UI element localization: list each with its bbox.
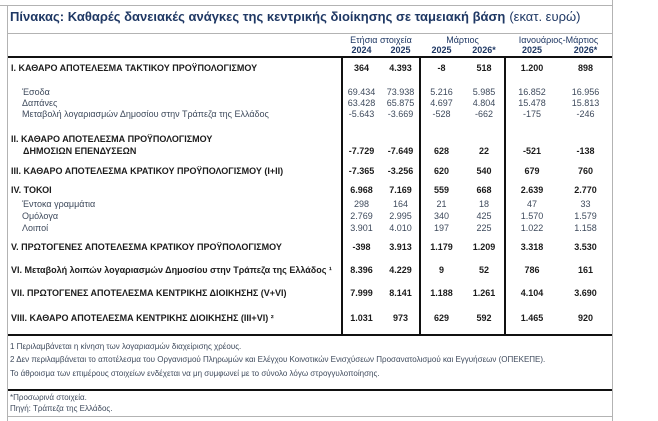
cell: 1.209 <box>472 242 496 252</box>
cell: 364 <box>353 63 370 73</box>
cell: 760 <box>577 166 594 176</box>
table-row-I <box>8 62 612 74</box>
table-row-VIII <box>8 312 612 324</box>
row-label: IV. ΤΟΚΟΙ <box>11 185 52 195</box>
cell: -7.365 <box>348 166 375 176</box>
col-year-2024: 2024 <box>351 45 372 55</box>
cell: 33 <box>580 199 591 209</box>
table-row-VII <box>8 287 612 299</box>
cell: -7.649 <box>387 146 414 156</box>
cell: 2.639 <box>520 185 544 195</box>
cell: 7.999 <box>350 288 373 298</box>
cell: 7.169 <box>389 185 412 195</box>
row-label-line2: ΔΗΜΟΣΙΩΝ ΕΠΕΝΔΥΣΕΩΝ <box>23 146 137 156</box>
cell: -7.729 <box>348 146 375 156</box>
header-rule <box>8 56 612 58</box>
col-group-march: Μάρτιος <box>446 35 479 45</box>
cell: 3.690 <box>574 288 597 298</box>
cell: 73.938 <box>386 87 415 97</box>
cell: 4.104 <box>520 288 544 298</box>
cell: -3.669 <box>387 109 414 119</box>
cell: 540 <box>476 166 492 176</box>
top-gridline <box>0 5 612 6</box>
footnote-rounding: Το άθροισμα των επιμέρους στοιχείων ενδέχεται να μη συμφωνεί με το σύνολο λόγω στρογγυλοποίησης. <box>10 369 380 378</box>
cell: 1.188 <box>430 288 453 298</box>
col-year-2025-janmar: 2025 <box>521 45 543 55</box>
cell: 4.393 <box>389 63 412 73</box>
cell: -662 <box>474 109 493 119</box>
cell: 1.570 <box>520 211 544 221</box>
row-label: VI. Μεταβολή λοιπών λογαριασμών Δημοσίου στην Τράπεζα της Ελλάδος ¹ <box>11 265 332 275</box>
cell: 9 <box>438 265 444 275</box>
row-label: VIII. ΚΑΘΑΡΟ ΑΠΟΤΕΛΕΣΜΑ ΚΕΝΤΡΙΚΗΣ ΔΙΟΙΚΗΣΗΣ (III+VI) ² <box>11 313 274 323</box>
cell: -246 <box>576 109 595 119</box>
cell: 1.261 <box>472 288 496 298</box>
cell: 620 <box>433 166 450 176</box>
cell: 4.229 <box>389 265 412 275</box>
cell: 1.158 <box>574 223 597 233</box>
col-year-2026-janmar: 2026* <box>573 45 598 55</box>
cell: 197 <box>433 223 450 233</box>
cell: -138 <box>576 146 595 156</box>
title-unit: (εκατ. ευρώ) <box>509 9 581 24</box>
provisional-note: *Προσωρινά στοιχεία. <box>10 393 87 402</box>
cell: -398 <box>352 242 371 252</box>
col-group-jan-mar: Ιανουάριος-Μάρτιος <box>518 35 599 45</box>
cell: 65.875 <box>386 98 415 108</box>
cell: 559 <box>433 185 450 195</box>
cell: 592 <box>476 313 492 323</box>
page-title <box>10 9 580 24</box>
cell: 16.852 <box>518 87 546 97</box>
bottom-gridline <box>8 416 612 417</box>
source-note: Πηγή: Τράπεζα της Ελλάδος. <box>10 404 113 413</box>
cell: 52 <box>478 265 489 275</box>
cell: 2.770 <box>574 185 597 195</box>
col-year-2025-march: 2025 <box>431 45 452 55</box>
cell: 3.901 <box>350 223 373 233</box>
cell: 629 <box>433 313 450 323</box>
cell: 4.010 <box>389 223 412 233</box>
row-label: III. ΚΑΘΑΡΟ ΑΠΟΤΕΛΕΣΜΑ ΚΡΑΤΙΚΟΥ ΠΡΟΫΠΟΛΟΓΙΣΜΟΥ (I+II) <box>11 166 284 176</box>
row-label: Ομόλογα <box>22 211 59 221</box>
cell: 679 <box>524 166 540 176</box>
cell: 1.200 <box>520 63 544 73</box>
cell: 3.530 <box>574 242 597 252</box>
cell: -528 <box>432 109 451 119</box>
table-row-IV <box>8 184 612 196</box>
cell: 425 <box>476 211 492 221</box>
row-label: V. ΠΡΩΤΟΓΕΝΕΣ ΑΠΟΤΕΛΕΣΜΑ ΚΡΑΤΙΚΟΥ ΠΡΟΫΠΟΛΟΓΙΣΜΟΥ <box>11 242 282 252</box>
row-label: I. ΚΑΘΑΡΟ ΑΠΟΤΕΛΕΣΜΑ ΤΑΚΤΙΚΟΥ ΠΡΟΫΠΟΛΟΓΙΣΜΟΥ <box>11 63 258 73</box>
col-year-2025-annual: 2025 <box>390 45 411 55</box>
cell: 518 <box>476 63 492 73</box>
cell: 15.478 <box>518 98 546 108</box>
cell: 973 <box>392 313 409 323</box>
cell: 1.022 <box>520 223 544 233</box>
table-row-other-interest <box>8 222 612 234</box>
cell: 6.968 <box>350 185 373 195</box>
table-row-tbills <box>8 198 612 210</box>
cell: -175 <box>522 109 541 119</box>
table-row-V <box>8 241 612 253</box>
cell: 668 <box>476 185 492 195</box>
cell: 5.985 <box>472 87 496 97</box>
cell: 63.428 <box>347 98 376 108</box>
col-year-2026-march: 2026* <box>472 45 496 55</box>
cell: 161 <box>577 265 594 275</box>
cell: 2.769 <box>350 211 373 221</box>
row-label: Έντοκα γραμμάτια <box>22 199 96 209</box>
table-row-II <box>8 133 612 157</box>
cell: 3.318 <box>520 242 544 252</box>
row-label-line1: II. ΚΑΘΑΡΟ ΑΠΟΤΕΛΕΣΜΑ ΠΡΟΫΠΟΛΟΓΙΣΜΟΥ <box>11 134 213 144</box>
cell: 298 <box>353 199 370 209</box>
table-row-account-change <box>8 108 612 120</box>
cell: -521 <box>522 146 541 156</box>
cell: 18 <box>478 199 489 209</box>
cell: 164 <box>392 199 409 209</box>
row-label: Δαπάνες <box>22 98 58 108</box>
cell: 786 <box>524 265 540 275</box>
cell: 920 <box>577 313 594 323</box>
col-group-annual: Ετήσια στοιχεία <box>350 35 412 45</box>
row-label: Λοιποί <box>22 223 49 233</box>
cell: 628 <box>433 146 450 156</box>
title-underline <box>8 33 612 34</box>
row-label <box>8 133 342 157</box>
table-row-VI <box>8 264 612 276</box>
cell: 47 <box>526 199 537 209</box>
footnote-rule <box>8 389 612 391</box>
cell: 4.804 <box>472 98 496 108</box>
cell: 1.179 <box>430 242 453 252</box>
cell: 21 <box>436 199 447 209</box>
cell: 5.216 <box>430 87 453 97</box>
cell: 2.995 <box>389 211 412 221</box>
cell: -3.256 <box>387 166 414 176</box>
body-bottom-rule <box>8 334 612 336</box>
row-label: Μεταβολή λογαριασμών Δημοσίου στην Τράπεζα της Ελλάδος <box>22 109 269 119</box>
table-row-bonds <box>8 210 612 222</box>
right-gridline <box>612 0 613 421</box>
cell: -5.643 <box>348 109 375 119</box>
cell: 1.579 <box>574 211 597 221</box>
cell: 15.813 <box>571 98 600 108</box>
footnote-1: 1 Περιλαμβάνεται η κίνηση των λογαριασμών διαχείρισης χρέους. <box>10 342 242 351</box>
cell: 8.396 <box>350 265 373 275</box>
cell: 1.031 <box>350 313 373 323</box>
cell: 8.141 <box>389 288 412 298</box>
row-label: Έσοδα <box>22 87 50 97</box>
row-label: VII. ΠΡΩΤΟΓΕΝΕΣ ΑΠΟΤΕΛΕΣΜΑ ΚΕΝΤΡΙΚΗΣ ΔΙΟΙΚΗΣΗΣ (V+VI) <box>11 288 287 298</box>
cell: 1.465 <box>520 313 544 323</box>
cell: 4.697 <box>430 98 453 108</box>
cell: 22 <box>478 146 489 156</box>
cell: 898 <box>577 63 594 73</box>
cell: 3.913 <box>389 242 412 252</box>
cell: 69.434 <box>347 87 376 97</box>
cell: -8 <box>437 63 446 73</box>
title-text: Πίνακας: Καθαρές δανειακές ανάγκες της κεντρικής διοίκησης σε ταμειακή βάση <box>10 9 506 24</box>
cell: 225 <box>476 223 492 233</box>
cell: 16.956 <box>571 87 600 97</box>
table-row-III <box>8 165 612 177</box>
cell: 340 <box>433 211 450 221</box>
footnote-2: 2 Δεν περιλαμβάνεται το αποτέλεσμα του Οργανισμού Πληρωμών και Ελέγχου Κοινοτικών Ενισχύσεων Προσανατολισμού και Εγγυήσεων (ΟΠΕΚΕΠΕ). <box>10 355 546 364</box>
